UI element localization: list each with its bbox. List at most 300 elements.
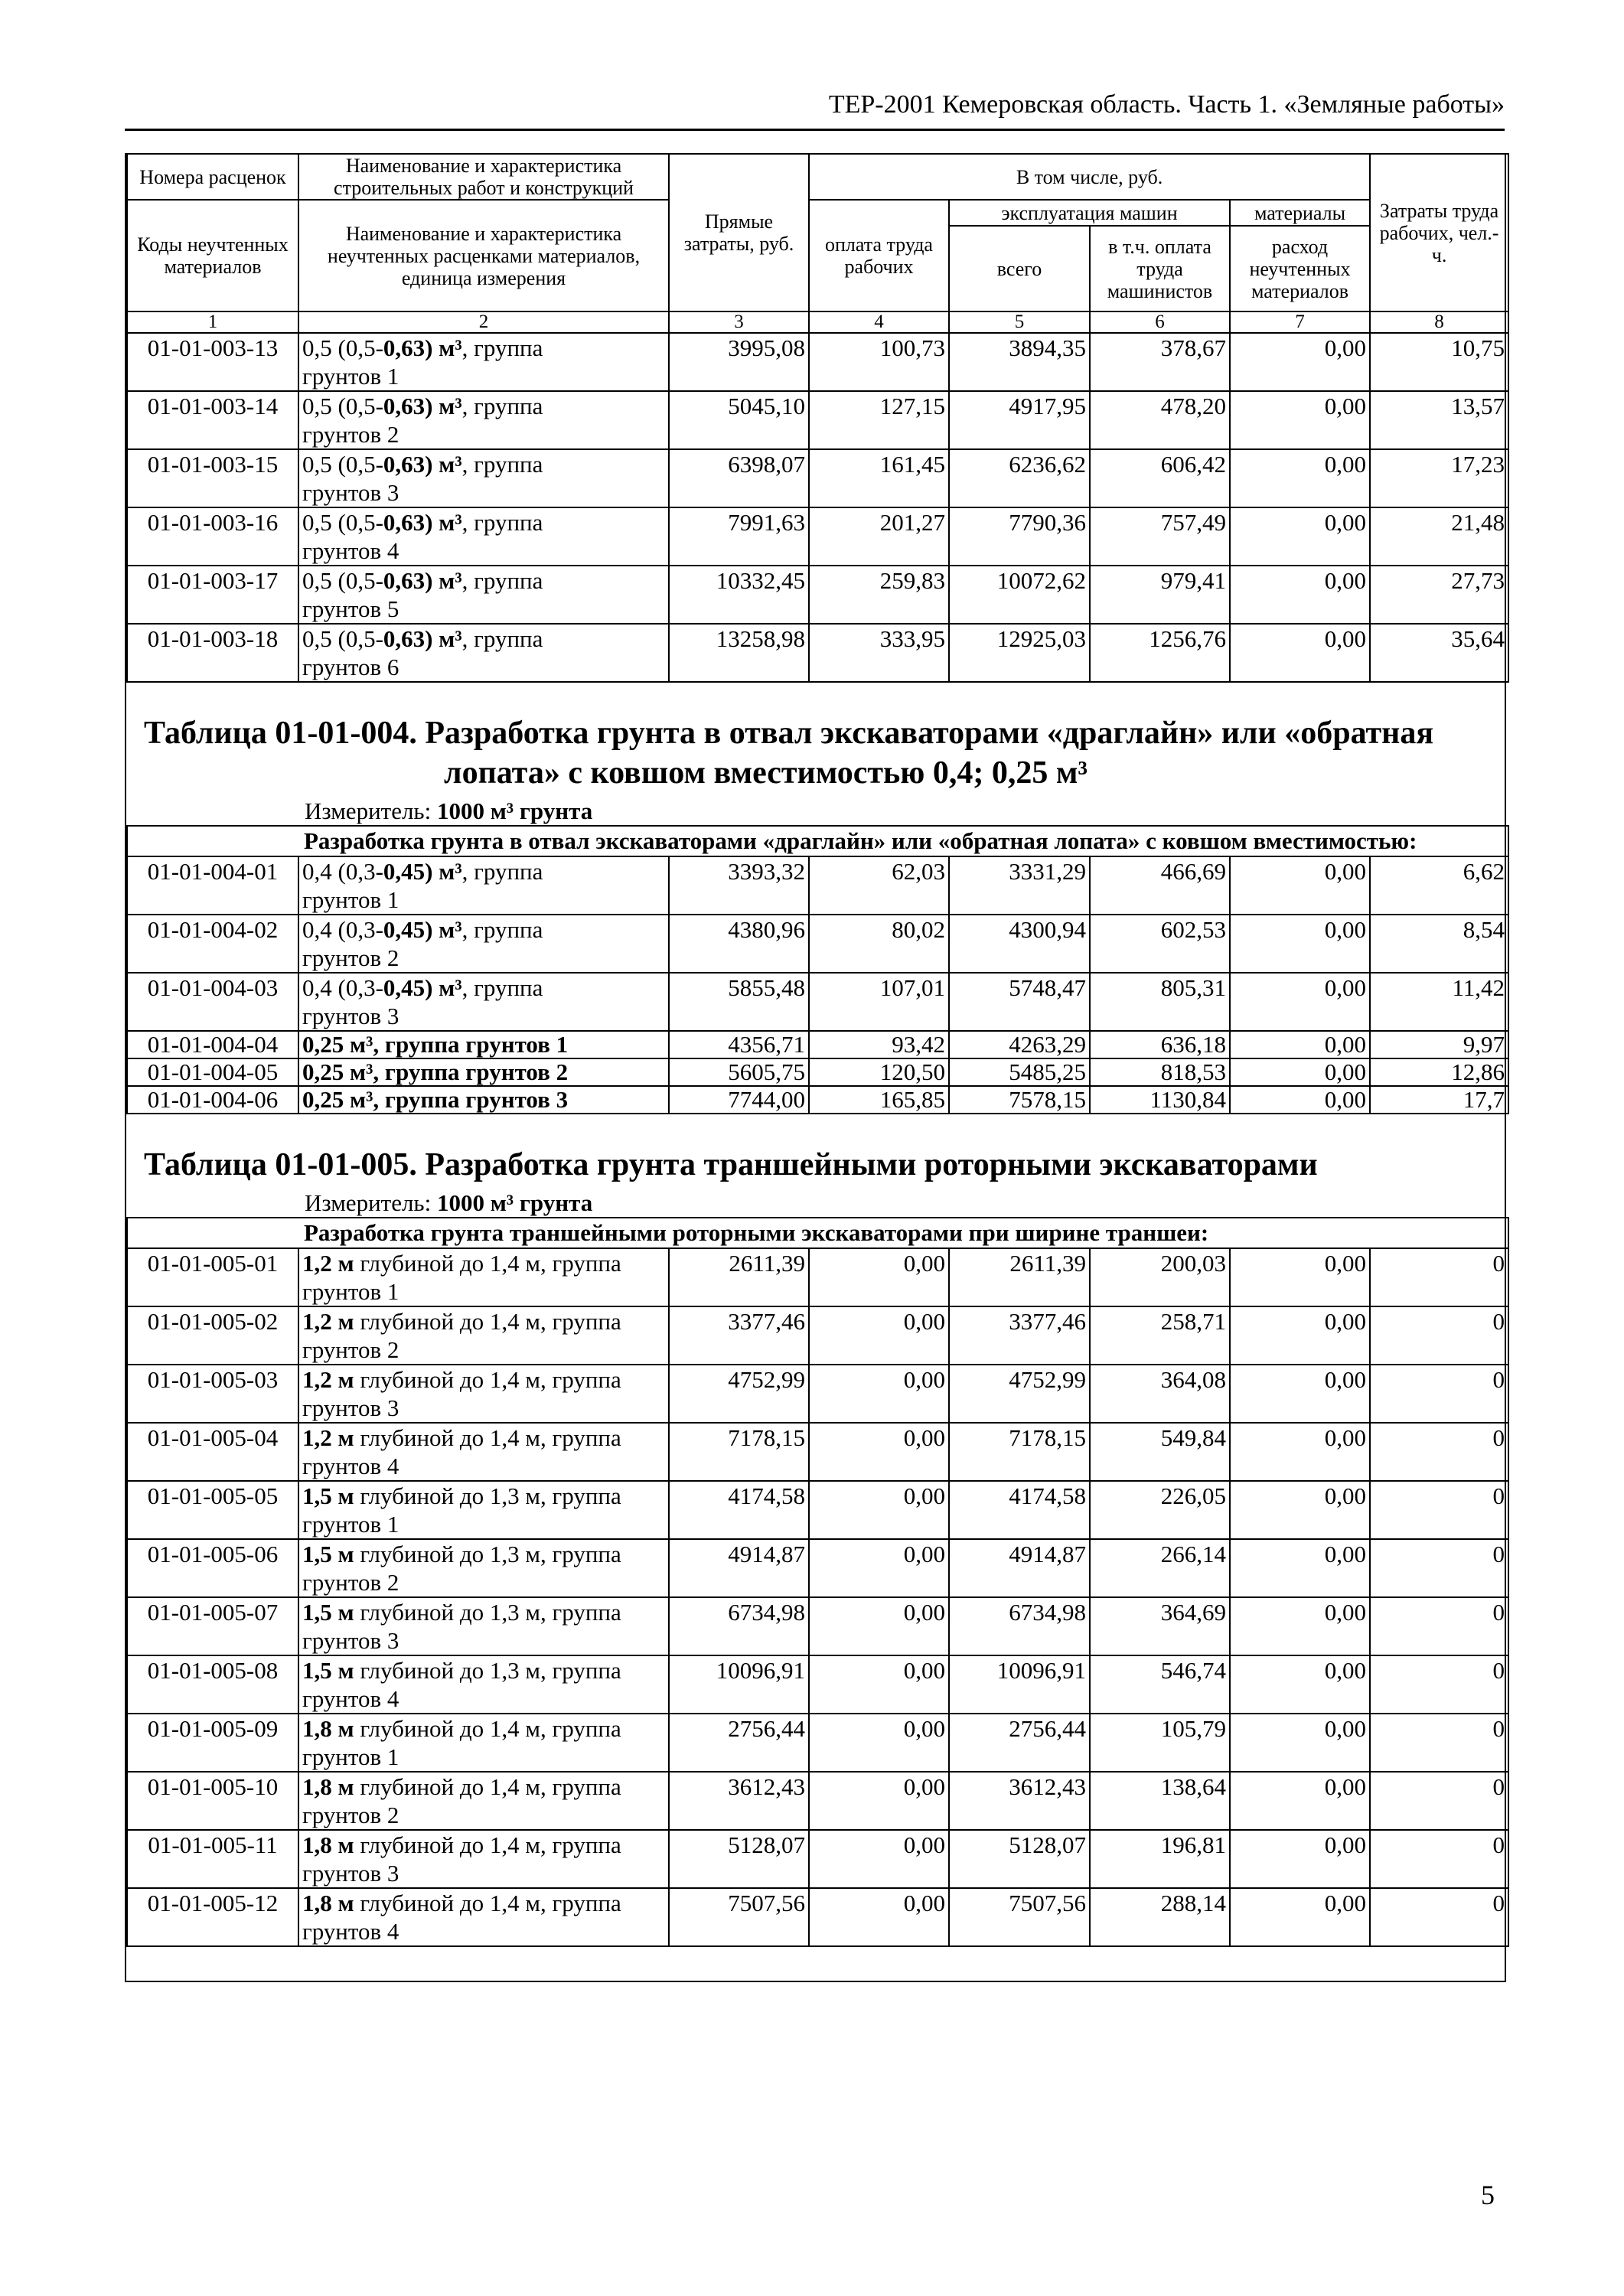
value-v5: 4914,87	[949, 1539, 1090, 1597]
description-bold-part: 1,5 м	[302, 1657, 354, 1684]
work-description	[298, 566, 669, 624]
value-v6: 200,03	[1090, 1248, 1230, 1306]
description-part: грунтов 6	[302, 654, 399, 680]
value-v6: 602,53	[1090, 915, 1230, 973]
value-v4: 201,27	[809, 507, 949, 566]
group-header: В том числе, руб.	[809, 154, 1370, 200]
description-bold-part: 1,5 м	[302, 1482, 354, 1509]
value-v7: 0,00	[1230, 1539, 1370, 1597]
value-v7: 0,00	[1230, 507, 1370, 566]
description-part: грунтов 3	[302, 1860, 399, 1887]
value-v8: 9,97	[1370, 1031, 1508, 1058]
description-part: глубиной до 1,4 м, группа	[354, 1250, 621, 1277]
value-v5: 12925,03	[949, 624, 1090, 682]
value-v6: 378,67	[1090, 333, 1230, 391]
value-v6: 1130,84	[1090, 1086, 1230, 1114]
col-number: 1	[127, 311, 298, 333]
description-part: грунтов 3	[302, 1003, 399, 1029]
description-part: 0,5 (0,5-	[302, 625, 383, 652]
value-v8: 0	[1370, 1481, 1508, 1539]
value-v7: 0,00	[1230, 1306, 1370, 1365]
rate-code: 01-01-005-10	[127, 1772, 298, 1830]
description-part: , группа	[461, 858, 543, 885]
value-v6: 258,71	[1090, 1306, 1230, 1365]
rate-code: 01-01-005-11	[127, 1830, 298, 1888]
rate-code: 01-01-005-05	[127, 1481, 298, 1539]
table-row	[127, 973, 1508, 1031]
rate-code: 01-01-005-02	[127, 1306, 298, 1365]
description-part: глубиной до 1,4 м, группа	[354, 1366, 621, 1393]
description-part: глубиной до 1,4 м, группа	[354, 1831, 621, 1858]
value-v7: 0,00	[1230, 1481, 1370, 1539]
table-row	[127, 1772, 1508, 1830]
page-number: 5	[1481, 2180, 1495, 2210]
description-part: грунтов 1	[302, 1743, 399, 1770]
description-bold-part: 0,25 м³	[302, 1086, 373, 1113]
description-part: , группа	[461, 625, 543, 652]
value-v3: 4380,96	[669, 915, 809, 973]
value-v4: 0,00	[809, 1539, 949, 1597]
rate-code: 01-01-004-04	[127, 1031, 298, 1058]
value-v4: 165,85	[809, 1086, 949, 1114]
value-v4: 259,83	[809, 566, 949, 624]
description-part: глубиной до 1,4 м, группа	[354, 1424, 621, 1451]
value-v7: 0,00	[1230, 391, 1370, 449]
value-v8: 0	[1370, 1888, 1508, 1946]
description-bold-part: , группа грунтов 2	[373, 1058, 569, 1085]
machines-header: эксплуатация машин	[949, 200, 1230, 226]
table-row	[127, 1031, 1508, 1058]
rate-code: 01-01-005-09	[127, 1714, 298, 1772]
value-v4: 0,00	[809, 1772, 949, 1830]
description-part: грунтов 5	[302, 595, 399, 622]
table-row	[127, 449, 1508, 507]
value-v5: 7178,15	[949, 1423, 1090, 1481]
table-row	[127, 915, 1508, 973]
description-part: грунтов 1	[302, 363, 399, 390]
col2-header: Наименование и характеристика строительных работ и конструкций	[298, 154, 669, 200]
description-part: грунтов 1	[302, 1278, 399, 1305]
value-v3: 4174,58	[669, 1481, 809, 1539]
description-part: глубиной до 1,3 м, группа	[354, 1541, 621, 1567]
table-005-subheader: Разработка грунта траншейными роторными экскаваторами при ширине траншеи:	[127, 1218, 1508, 1248]
rate-code: 01-01-005-06	[127, 1539, 298, 1597]
value-v3: 3995,08	[669, 333, 809, 391]
rows-004	[127, 856, 1508, 1114]
work-description	[298, 1714, 669, 1772]
value-v4: 333,95	[809, 624, 949, 682]
value-v3: 10096,91	[669, 1655, 809, 1714]
value-v3: 6398,07	[669, 449, 809, 507]
value-v8: 10,75	[1370, 333, 1508, 391]
value-v5: 10072,62	[949, 566, 1090, 624]
col3-header: Прямые затраты, руб.	[669, 154, 809, 311]
table-row	[127, 1058, 1508, 1086]
description-part: 0,5 (0,5-	[302, 567, 383, 594]
work-description	[298, 391, 669, 449]
value-v3: 3377,46	[669, 1306, 809, 1365]
value-v8: 0	[1370, 1597, 1508, 1655]
work-description	[298, 507, 669, 566]
work-description	[298, 915, 669, 973]
value-v4: 0,00	[809, 1423, 949, 1481]
table-row	[127, 1423, 1508, 1481]
value-v6: 288,14	[1090, 1888, 1230, 1946]
value-v4: 0,00	[809, 1888, 949, 1946]
value-v6: 138,64	[1090, 1772, 1230, 1830]
description-bold-part: 0,63) м³	[383, 334, 462, 361]
work-description	[298, 856, 669, 915]
value-v7: 0,00	[1230, 1365, 1370, 1423]
rate-code: 01-01-005-08	[127, 1655, 298, 1714]
value-v4: 0,00	[809, 1481, 949, 1539]
value-v3: 7744,00	[669, 1086, 809, 1114]
description-part: глубиной до 1,3 м, группа	[354, 1599, 621, 1626]
description-bold-part: 1,2 м	[302, 1250, 354, 1277]
value-v5: 4917,95	[949, 391, 1090, 449]
col4-header: оплата труда рабочих	[809, 200, 949, 311]
value-v4: 127,15	[809, 391, 949, 449]
value-v5: 3612,43	[949, 1772, 1090, 1830]
description-bold-part: 0,45) м³	[383, 858, 462, 885]
value-v6: 226,05	[1090, 1481, 1230, 1539]
col-number: 7	[1230, 311, 1370, 333]
value-v7: 0,00	[1230, 1031, 1370, 1058]
value-v7: 0,00	[1230, 449, 1370, 507]
work-description	[298, 1086, 669, 1114]
col2-subheader: Наименование и характеристика неучтенных расценками материалов, единица измерения	[298, 200, 669, 311]
value-v7: 0,00	[1230, 1655, 1370, 1714]
value-v8: 0	[1370, 1714, 1508, 1772]
description-bold-part: 1,2 м	[302, 1308, 354, 1335]
work-description	[298, 333, 669, 391]
description-part: грунтов 1	[302, 886, 399, 913]
work-description	[298, 1306, 669, 1365]
table-row	[127, 1539, 1508, 1597]
value-v3: 7507,56	[669, 1888, 809, 1946]
header-rule	[125, 129, 1505, 131]
value-v5: 3331,29	[949, 856, 1090, 915]
col-number: 6	[1090, 311, 1230, 333]
value-v3: 13258,98	[669, 624, 809, 682]
value-v7: 0,00	[1230, 1086, 1370, 1114]
table-row	[127, 1655, 1508, 1714]
work-description	[298, 1481, 669, 1539]
value-v3: 2756,44	[669, 1714, 809, 1772]
description-part: грунтов 3	[302, 1394, 399, 1421]
value-v6: 805,31	[1090, 973, 1230, 1031]
description-part: 0,5 (0,5-	[302, 334, 383, 361]
rate-code: 01-01-004-06	[127, 1086, 298, 1114]
col1-subheader: Коды неучтенных материалов	[127, 200, 298, 311]
value-v7: 0,00	[1230, 1714, 1370, 1772]
value-v6: 979,41	[1090, 566, 1230, 624]
rows-003	[127, 333, 1508, 682]
value-v5: 5128,07	[949, 1830, 1090, 1888]
table-row	[127, 507, 1508, 566]
table-004-subheader: Разработка грунта в отвал экскаваторами «драглайн» или «обратная лопата» с ковшом вместимостью:	[127, 826, 1508, 856]
rate-code: 01-01-005-01	[127, 1248, 298, 1306]
description-part: грунтов 2	[302, 944, 399, 971]
table-row	[127, 1830, 1508, 1888]
value-v4: 161,45	[809, 449, 949, 507]
value-v8: 11,42	[1370, 973, 1508, 1031]
description-bold-part: 0,63) м³	[383, 393, 462, 419]
description-bold-part: 0,25 м³	[302, 1058, 373, 1085]
value-v3: 5128,07	[669, 1830, 809, 1888]
col-number: 3	[669, 311, 809, 333]
value-v8: 27,73	[1370, 566, 1508, 624]
value-v5: 6236,62	[949, 449, 1090, 507]
value-v7: 0,00	[1230, 1772, 1370, 1830]
value-v7: 0,00	[1230, 973, 1370, 1031]
rate-code: 01-01-004-02	[127, 915, 298, 973]
value-v8: 17,7	[1370, 1086, 1508, 1114]
description-part: грунтов 2	[302, 421, 399, 448]
value-v6: 546,74	[1090, 1655, 1230, 1714]
description-part: грунтов 3	[302, 1627, 399, 1654]
description-part: грунтов 2	[302, 1336, 399, 1363]
description-part: глубиной до 1,4 м, группа	[354, 1715, 621, 1742]
description-part: , группа	[461, 334, 543, 361]
value-v8: 35,64	[1370, 624, 1508, 682]
value-v3: 2611,39	[669, 1248, 809, 1306]
description-part: глубиной до 1,3 м, группа	[354, 1657, 621, 1684]
value-v5: 5748,47	[949, 973, 1090, 1031]
value-v3: 4356,71	[669, 1031, 809, 1058]
rate-code: 01-01-003-15	[127, 449, 298, 507]
description-bold-part: 0,25 м³	[302, 1031, 373, 1058]
work-description	[298, 449, 669, 507]
value-v4: 0,00	[809, 1597, 949, 1655]
value-v7: 0,00	[1230, 333, 1370, 391]
value-v4: 0,00	[809, 1714, 949, 1772]
work-description	[298, 1539, 669, 1597]
description-part: 0,4 (0,3-	[302, 974, 383, 1001]
table-row	[127, 856, 1508, 915]
rate-code: 01-01-003-13	[127, 333, 298, 391]
table-row	[127, 1365, 1508, 1423]
value-v3: 4914,87	[669, 1539, 809, 1597]
description-bold-part: 0,63) м³	[383, 509, 462, 536]
table-004-title: Таблица 01-01-004. Разработка грунта в отвал экскаваторами «драглайн» или «обратная лопата» с ковшом вместимостью 0,4; 0,25 м³	[144, 716, 1434, 791]
description-bold-part: 1,2 м	[302, 1366, 354, 1393]
value-v6: 364,08	[1090, 1365, 1230, 1423]
col-number: 2	[298, 311, 669, 333]
description-part: глубиной до 1,4 м, группа	[354, 1308, 621, 1335]
col-number: 8	[1370, 311, 1508, 333]
rate-code: 01-01-003-17	[127, 566, 298, 624]
value-v3: 3612,43	[669, 1772, 809, 1830]
description-part: грунтов 2	[302, 1802, 399, 1828]
description-part: грунтов 4	[302, 1918, 399, 1945]
work-description	[298, 1830, 669, 1888]
rate-code: 01-01-004-05	[127, 1058, 298, 1086]
col8-header: Затраты труда рабочих, чел.-ч.	[1370, 154, 1508, 311]
col5-header: всего	[949, 226, 1090, 311]
description-bold-part: 0,45) м³	[383, 974, 462, 1001]
work-description	[298, 1423, 669, 1481]
value-v6: 466,69	[1090, 856, 1230, 915]
value-v4: 0,00	[809, 1365, 949, 1423]
description-part: 0,4 (0,3-	[302, 916, 383, 943]
description-part: 0,5 (0,5-	[302, 393, 383, 419]
value-v5: 2611,39	[949, 1248, 1090, 1306]
value-v3: 5855,48	[669, 973, 809, 1031]
value-v5: 2756,44	[949, 1714, 1090, 1772]
description-part: 0,5 (0,5-	[302, 509, 383, 536]
value-v8: 0	[1370, 1248, 1508, 1306]
value-v6: 606,42	[1090, 449, 1230, 507]
description-bold-part: 1,2 м	[302, 1424, 354, 1451]
value-v4: 62,03	[809, 856, 949, 915]
description-bold-part: , группа грунтов 1	[373, 1031, 569, 1058]
value-v4: 120,50	[809, 1058, 949, 1086]
value-v5: 4174,58	[949, 1481, 1090, 1539]
value-v5: 3377,46	[949, 1306, 1090, 1365]
work-description	[298, 1058, 669, 1086]
table-row	[127, 1086, 1508, 1114]
value-v7: 0,00	[1230, 1423, 1370, 1481]
rate-code: 01-01-004-01	[127, 856, 298, 915]
table-row	[127, 391, 1508, 449]
rate-code: 01-01-003-14	[127, 391, 298, 449]
value-v6: 478,20	[1090, 391, 1230, 449]
description-part: , группа	[461, 974, 543, 1001]
work-description	[298, 1597, 669, 1655]
description-bold-part: 0,45) м³	[383, 916, 462, 943]
value-v4: 0,00	[809, 1655, 949, 1714]
description-bold-part: 0,63) м³	[383, 625, 462, 652]
value-v7: 0,00	[1230, 856, 1370, 915]
description-bold-part: 1,8 м	[302, 1773, 354, 1800]
col7-header: расход неучтенных материалов	[1230, 226, 1370, 311]
value-v5: 10096,91	[949, 1655, 1090, 1714]
value-v7: 0,00	[1230, 624, 1370, 682]
rates-table	[126, 153, 1509, 1947]
description-bold-part: , группа грунтов 3	[373, 1086, 569, 1113]
value-v5: 5485,25	[949, 1058, 1090, 1086]
description-part: грунтов 4	[302, 1685, 399, 1712]
value-v8: 0	[1370, 1539, 1508, 1597]
value-v7: 0,00	[1230, 1248, 1370, 1306]
rate-code: 01-01-005-04	[127, 1423, 298, 1481]
value-v6: 549,84	[1090, 1423, 1230, 1481]
value-v8: 0	[1370, 1772, 1508, 1830]
description-part: глубиной до 1,3 м, группа	[354, 1482, 621, 1509]
value-v8: 17,23	[1370, 449, 1508, 507]
value-v5: 4300,94	[949, 915, 1090, 973]
value-v8: 0	[1370, 1830, 1508, 1888]
value-v5: 3894,35	[949, 333, 1090, 391]
description-bold-part: 1,8 м	[302, 1715, 354, 1742]
rate-code: 01-01-003-16	[127, 507, 298, 566]
description-bold-part: 1,5 м	[302, 1541, 354, 1567]
description-part: глубиной до 1,4 м, группа	[354, 1890, 621, 1916]
value-v8: 0	[1370, 1365, 1508, 1423]
col1-header: Номера расценок	[127, 154, 298, 200]
description-bold-part: 1,8 м	[302, 1831, 354, 1858]
value-v7: 0,00	[1230, 915, 1370, 973]
value-v4: 93,42	[809, 1031, 949, 1058]
table-005-title: Таблица 01-01-005. Разработка грунта траншейными роторными экскаваторами	[144, 1147, 1318, 1182]
value-v8: 12,86	[1370, 1058, 1508, 1086]
work-description	[298, 973, 669, 1031]
work-description	[298, 1365, 669, 1423]
description-part: грунтов 4	[302, 1453, 399, 1479]
rate-code: 01-01-004-03	[127, 973, 298, 1031]
value-v7: 0,00	[1230, 1830, 1370, 1888]
value-v8: 8,54	[1370, 915, 1508, 973]
value-v4: 107,01	[809, 973, 949, 1031]
description-part: грунтов 2	[302, 1569, 399, 1596]
value-v4: 0,00	[809, 1306, 949, 1365]
rate-code: 01-01-005-03	[127, 1365, 298, 1423]
table-row	[127, 624, 1508, 682]
description-bold-part: 1,8 м	[302, 1890, 354, 1916]
value-v6: 1256,76	[1090, 624, 1230, 682]
value-v6: 196,81	[1090, 1830, 1230, 1888]
value-v4: 0,00	[809, 1248, 949, 1306]
work-description	[298, 1772, 669, 1830]
description-part: 0,4 (0,3-	[302, 858, 383, 885]
description-part: грунтов 3	[302, 479, 399, 506]
value-v8: 21,48	[1370, 507, 1508, 566]
description-bold-part: 0,63) м³	[383, 567, 462, 594]
value-v4: 100,73	[809, 333, 949, 391]
work-description	[298, 1031, 669, 1058]
description-part: грунтов 1	[302, 1511, 399, 1538]
value-v3: 6734,98	[669, 1597, 809, 1655]
value-v3: 5045,10	[669, 391, 809, 449]
value-v8: 6,62	[1370, 856, 1508, 915]
description-part: глубиной до 1,4 м, группа	[354, 1773, 621, 1800]
value-v6: 636,18	[1090, 1031, 1230, 1058]
table-004-measure: Измеритель: 1000 м³ грунта	[305, 797, 593, 824]
table-row	[127, 1888, 1508, 1946]
value-v7: 0,00	[1230, 566, 1370, 624]
value-v6: 266,14	[1090, 1539, 1230, 1597]
description-part: грунтов 4	[302, 537, 399, 564]
description-part: , группа	[461, 509, 543, 536]
rate-code: 01-01-005-07	[127, 1597, 298, 1655]
rate-code: 01-01-003-18	[127, 624, 298, 682]
value-v3: 3393,32	[669, 856, 809, 915]
table-row	[127, 566, 1508, 624]
description-part: , группа	[461, 451, 543, 478]
value-v4: 0,00	[809, 1830, 949, 1888]
table-005-measure: Измеритель: 1000 м³ грунта	[305, 1189, 593, 1216]
value-v3: 4752,99	[669, 1365, 809, 1423]
value-v5: 6734,98	[949, 1597, 1090, 1655]
work-description	[298, 1655, 669, 1714]
running-header: ТЕР-2001 Кемеровская область. Часть 1. «Земляные работы»	[828, 90, 1505, 119]
description-part: , группа	[461, 393, 543, 419]
rows-005	[127, 1248, 1508, 1946]
value-v5: 7507,56	[949, 1888, 1090, 1946]
value-v8: 13,57	[1370, 391, 1508, 449]
value-v5: 4752,99	[949, 1365, 1090, 1423]
col-number: 5	[949, 311, 1090, 333]
description-part: , группа	[461, 567, 543, 594]
value-v5: 4263,29	[949, 1031, 1090, 1058]
table-row	[127, 333, 1508, 391]
value-v5: 7790,36	[949, 507, 1090, 566]
value-v8: 0	[1370, 1655, 1508, 1714]
table-row	[127, 1597, 1508, 1655]
table-row	[127, 1248, 1508, 1306]
value-v3: 10332,45	[669, 566, 809, 624]
